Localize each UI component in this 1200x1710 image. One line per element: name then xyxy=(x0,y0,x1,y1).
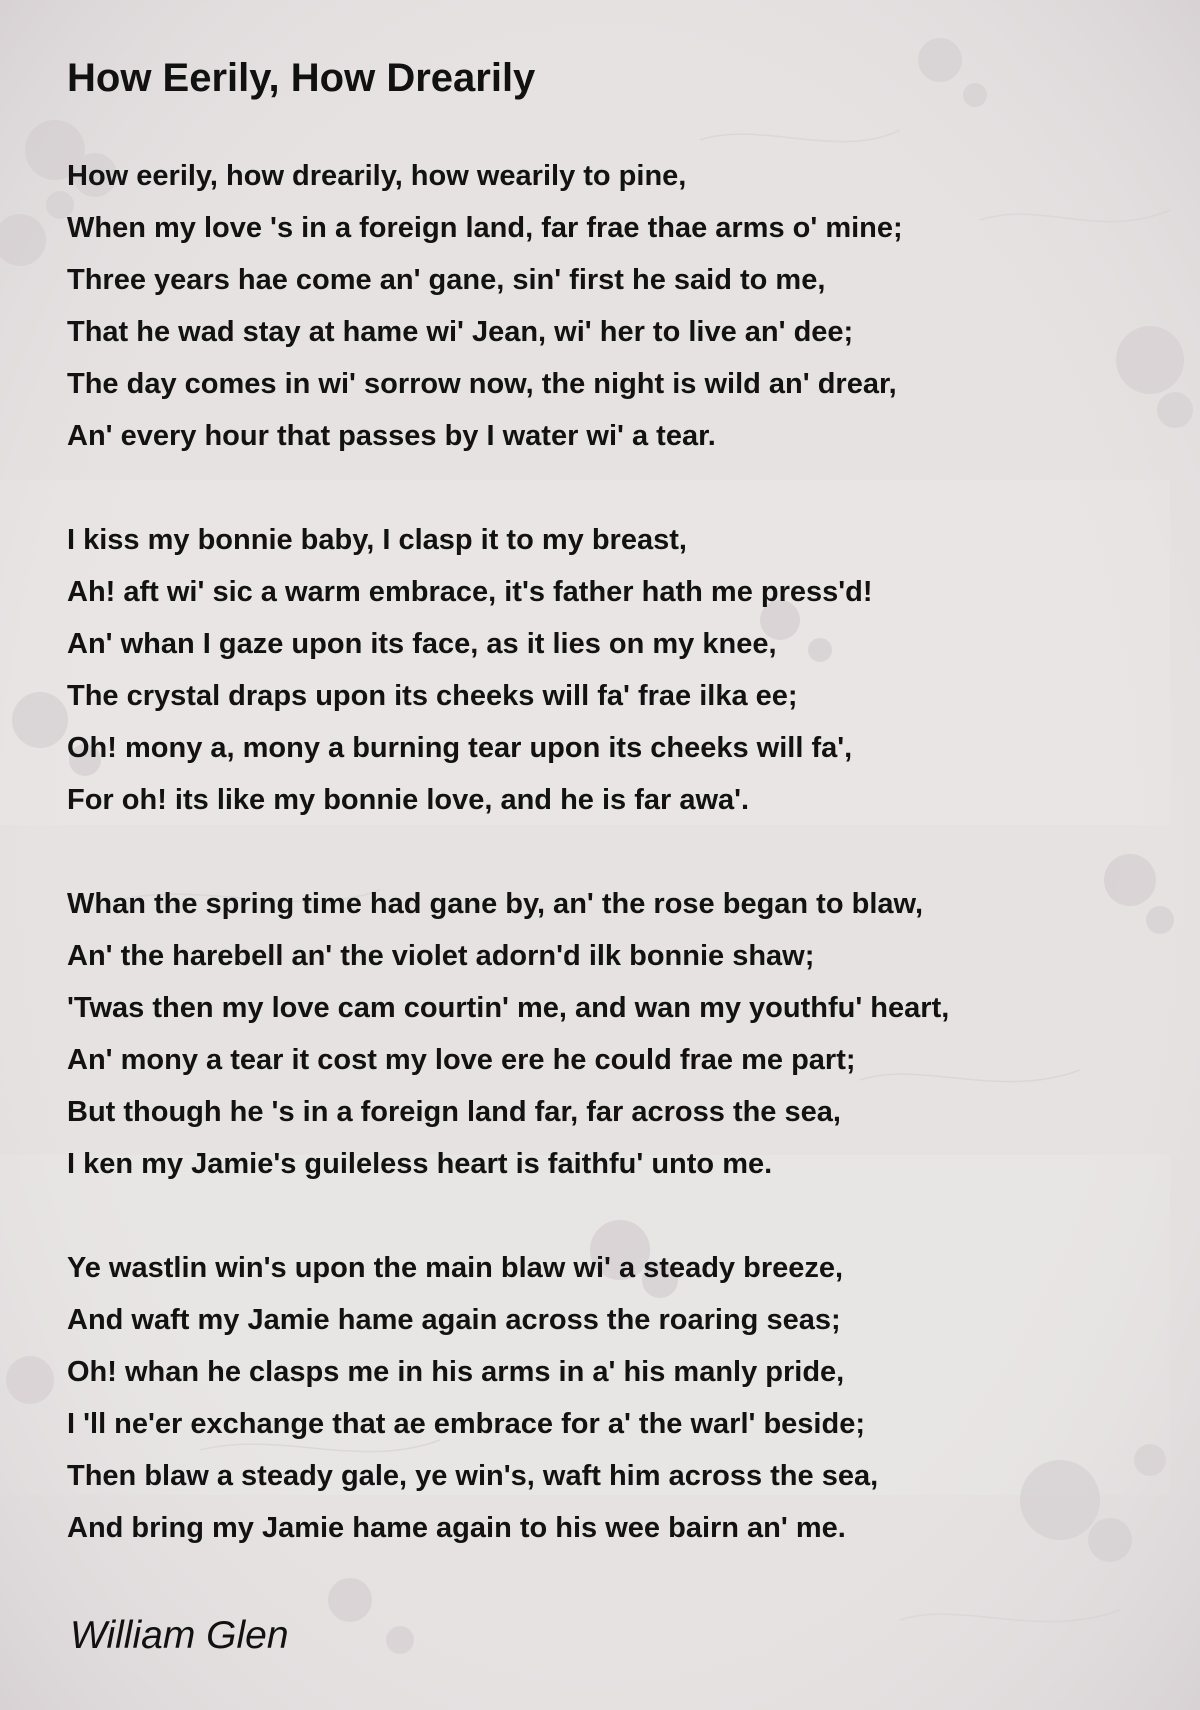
poem-line: Ye wastlin win's upon the main blaw wi' a steady breeze, xyxy=(67,1252,844,1284)
poem-line: The crystal draps upon its cheeks will fa' frae ilka ee; xyxy=(67,680,798,712)
poem-line: I ken my Jamie's guileless heart is faithfu' unto me. xyxy=(67,1148,773,1180)
poem-body xyxy=(67,150,1167,1606)
poem-line: That he wad stay at hame wi' Jean, wi' her to live an' dee; xyxy=(67,316,854,348)
poem-line: I 'll ne'er exchange that ae embrace for a' the warl' beside; xyxy=(67,1408,865,1440)
poem-line: And bring my Jamie hame again to his wee bairn an' me. xyxy=(67,1512,846,1544)
poem-line: An' mony a tear it cost my love ere he could frae me part; xyxy=(67,1044,856,1076)
poem-line: 'Twas then my love cam courtin' me, and wan my youthfu' heart, xyxy=(67,992,950,1024)
poem-line: Ah! aft wi' sic a warm embrace, it's father hath me press'd! xyxy=(67,576,873,608)
stanza-4 xyxy=(67,1242,1167,1554)
poem-line: Oh! mony a, mony a burning tear upon its cheeks will fa', xyxy=(67,732,853,764)
poem-line: And waft my Jamie hame again across the roaring seas; xyxy=(67,1304,841,1336)
poem-line: The day comes in wi' sorrow now, the night is wild an' drear, xyxy=(67,368,897,400)
poem-line: But though he 's in a foreign land far, far across the sea, xyxy=(67,1096,841,1128)
poem-line: Whan the spring time had gane by, an' the rose began to blaw, xyxy=(67,888,924,920)
poem-line: How eerily, how drearily, how wearily to pine, xyxy=(67,160,687,192)
stanza-3 xyxy=(67,878,1167,1190)
poem-line: An' the harebell an' the violet adorn'd ilk bonnie shaw; xyxy=(67,940,815,972)
poem-line: Then blaw a steady gale, ye win's, waft him across the sea, xyxy=(67,1460,879,1492)
poem-line: When my love 's in a foreign land, far frae thae arms o' mine; xyxy=(67,212,903,244)
stanza-2 xyxy=(67,514,1167,826)
poem-line: An' every hour that passes by I water wi' a tear. xyxy=(67,420,716,452)
poem-title: How Eerily, How Drearily xyxy=(67,56,536,100)
poem-line: Oh! whan he clasps me in his arms in a' his manly pride, xyxy=(67,1356,845,1388)
stanza-1 xyxy=(67,150,1167,462)
poem-line: I kiss my bonnie baby, I clasp it to my breast, xyxy=(67,524,687,556)
poem-author: William Glen xyxy=(70,1614,289,1657)
poem-line: An' whan I gaze upon its face, as it lies on my knee, xyxy=(67,628,777,660)
poem-line: Three years hae come an' gane, sin' first he said to me, xyxy=(67,264,826,296)
poem-line: For oh! its like my bonnie love, and he is far awa'. xyxy=(67,784,750,816)
